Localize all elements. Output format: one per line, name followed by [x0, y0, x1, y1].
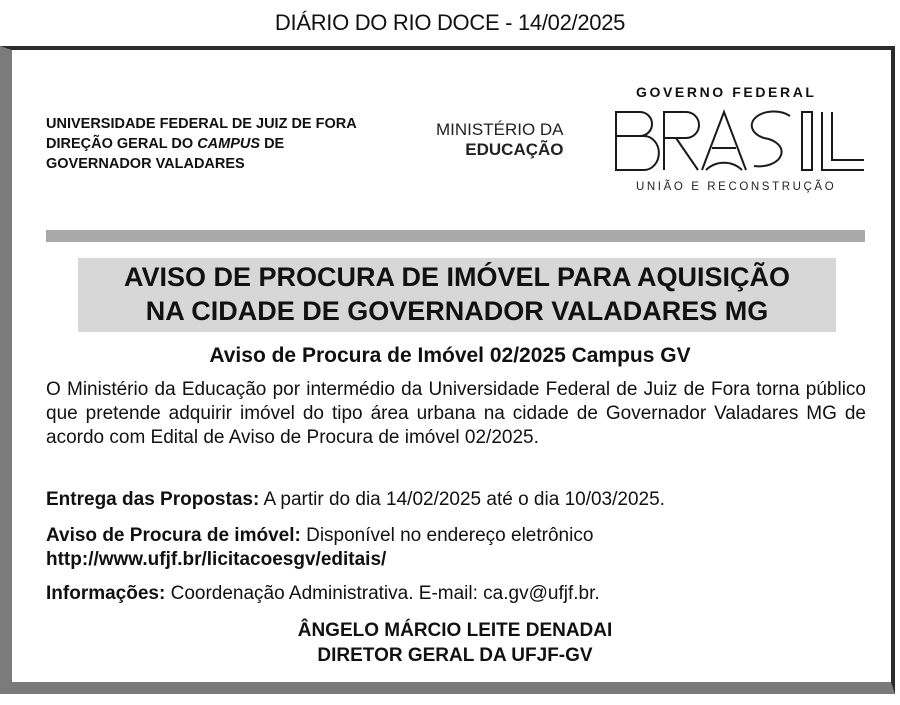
newspaper-masthead: DIÁRIO DO RIO DOCE - 14/02/2025: [274, 10, 626, 35]
delivery-text: A partir do dia 14/02/2025 até o dia 10/03/2025.: [259, 489, 665, 510]
notice-link-label: Aviso de Procura de imóvel:: [46, 525, 301, 546]
signature-block: [0, 618, 900, 668]
institution-line-2: [46, 134, 357, 154]
notice-title-line-2: NA CIDADE DE GOVERNADOR VALADARES MG: [145, 296, 769, 326]
institution-line-2-pre: DIREÇÃO GERAL DO: [46, 136, 198, 152]
campus-word: CAMPUS: [197, 136, 261, 152]
editais-url-link[interactable]: http://www.ufjf.br/licitacoesgv/editais/: [46, 549, 387, 570]
institution-block: [46, 114, 357, 174]
institution-line-1: UNIVERSIDADE FEDERAL DE JUIZ DE FORA: [46, 116, 357, 132]
ministry-line-1: MINISTÉRIO DA: [436, 120, 564, 139]
delivery-label: Entrega das Propostas:: [46, 489, 260, 510]
signatory-title: DIRETOR GERAL DA UFJF-GV: [317, 645, 593, 666]
notice-link-text: Disponível no endereço eletrônico: [300, 525, 594, 546]
delivery-paragraph: [46, 488, 866, 512]
gov-logo-top-text: GOVERNO FEDERAL: [636, 84, 817, 100]
info-paragraph: [46, 582, 866, 606]
institution-line-2-post: DE: [260, 136, 285, 152]
notice-subtitle: Aviso de Procura de Imóvel 02/2025 Campus GV: [209, 344, 691, 367]
header-divider: [46, 230, 865, 242]
signatory-name: ÂNGELO MÁRCIO LEITE DENADAI: [297, 620, 613, 641]
brasil-wordmark-logo: [614, 108, 866, 174]
info-label: Informações:: [46, 583, 166, 604]
ministry-line-2: EDUCAÇÃO: [465, 140, 564, 159]
gov-logo-bottom-text: UNIÃO E RECONSTRUÇÃO: [636, 181, 837, 193]
notice-title-line-1: AVISO DE PROCURA DE IMÓVEL PARA AQUISIÇÃO: [123, 262, 791, 292]
notice-title-box: [78, 258, 836, 332]
ministry-logo: [436, 120, 564, 160]
info-text: Coordenação Administrativa. E-mail: ca.gv@ufjf.br.: [165, 583, 600, 604]
notice-link-paragraph: [46, 524, 866, 572]
notice-body: O Ministério da Educação por intermédio da Universidade Federal de Juiz de Fora torna público que pretende adquirir imóvel do tipo área urbana na cidade de Governador Valadares MG de acordo com Edital de Aviso de Procura de imóvel 02/2025.: [46, 379, 866, 448]
institution-line-3: GOVERNADOR VALADARES: [46, 156, 245, 172]
